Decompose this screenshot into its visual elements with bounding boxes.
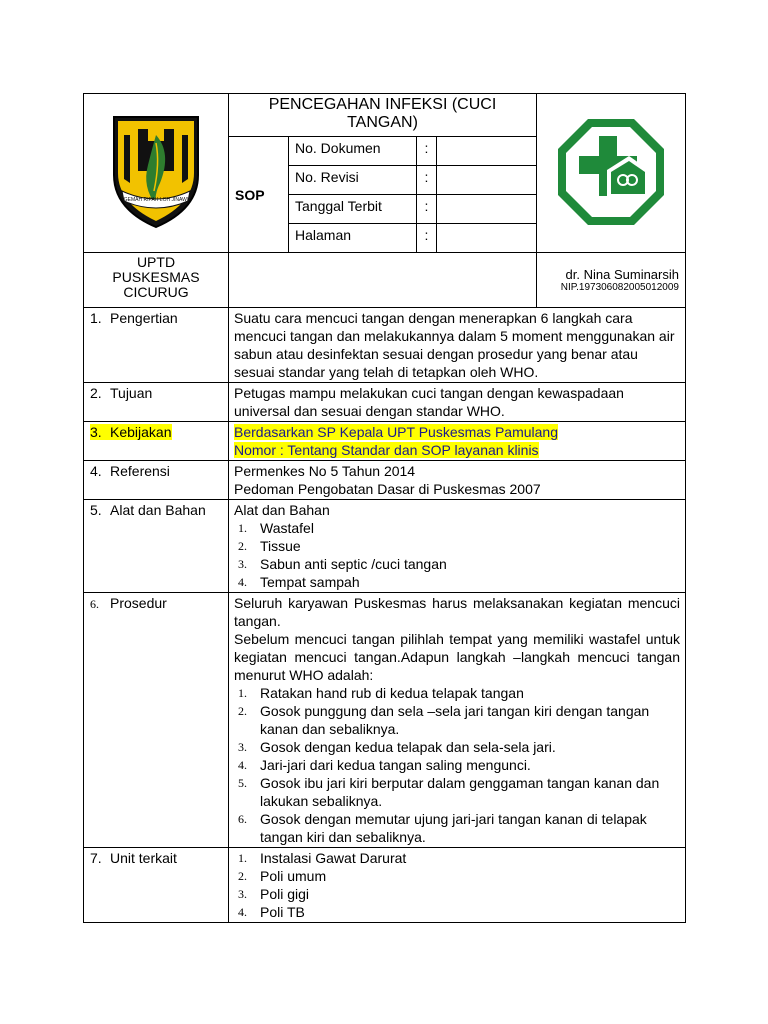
- list-item: 2. Poli umum: [238, 868, 327, 884]
- meta-value: [437, 137, 537, 166]
- meta-label: No. Dokumen: [289, 137, 417, 166]
- list-item: 3. Poli gigi: [238, 886, 310, 902]
- referensi-line: Pedoman Pengobatan Dasar di Puskesmas 2007: [234, 481, 541, 497]
- prosedur-paragraph: Sebelum mencuci tangan pilihlah tempat yang memiliki wastafel untuk kegiatan mencuci tangan.Adapun langkah –langkah mencuci tangan menurut WHO adalah:: [234, 631, 680, 683]
- puskesmas-logo-cell: [537, 94, 686, 253]
- section-kebijakan-text: [229, 422, 686, 461]
- regional-emblem-cell: [84, 94, 229, 253]
- sop-body-table: [83, 307, 686, 923]
- org-line: PUSKESMAS: [112, 269, 200, 285]
- unit-list: [234, 849, 680, 921]
- list-item: 2. Gosok punggung dan sela –sela jari tangan kiri dengan tangan kanan dan sebaliknya.: [238, 703, 650, 737]
- meta-colon: :: [417, 195, 437, 224]
- prosedur-paragraph: Seluruh karyawan Puskesmas harus melaksanakan kegiatan mencuci tangan.: [234, 595, 680, 629]
- section-prosedur-text: [229, 593, 686, 848]
- emblem-motto: GEMAH RIPAH LOH JINAWI: [123, 196, 189, 203]
- org-line: CICURUG: [123, 284, 189, 300]
- meta-value: [437, 195, 537, 224]
- kebijakan-line: Nomor : Tentang Standar dan SOP layanan klinis: [234, 442, 539, 458]
- sop-header-table: [83, 93, 686, 308]
- section-pengertian-text: Suatu cara mencuci tangan dengan menerapkan 6 langkah cara mencuci tangan dan melakukannya dalam 5 moment menggunakan air sabun atau desinfektan sesuai dengan prosedur yang benar atau sesuai standar yang telah di tetapkan oleh WHO.: [229, 308, 686, 383]
- section-tujuan-text: Petugas mampu melakukan cuci tangan dengan kewaspadaan universal dan sesuai dengan standar WHO.: [229, 383, 686, 422]
- meta-label: No. Revisi: [289, 166, 417, 195]
- alat-list: [234, 519, 680, 591]
- list-item: 4. Tempat sampah: [238, 574, 360, 590]
- alat-heading: Alat dan Bahan: [234, 502, 330, 518]
- list-item: 4. Jari-jari dari kedua tangan saling mengunci.: [238, 757, 531, 773]
- signer-block: [537, 253, 686, 308]
- section-unit-text: [229, 848, 686, 923]
- section-label: 2. Tujuan: [84, 383, 229, 422]
- sop-label: SOP: [229, 137, 289, 253]
- section-alat-text: [229, 500, 686, 593]
- org-line: UPTD: [136, 254, 176, 270]
- section-label: 3. Kebijakan: [84, 422, 229, 461]
- approval-blank-cell: [229, 253, 537, 308]
- list-item: 1. Instalasi Gawat Darurat: [238, 850, 407, 866]
- prosedur-steps: [234, 684, 680, 846]
- list-item: 1. Ratakan hand rub di kedua telapak tangan: [238, 685, 524, 701]
- meta-label: Tanggal Terbit: [289, 195, 417, 224]
- sop-document: [83, 93, 685, 923]
- kebijakan-line: Berdasarkan SP Kepala UPT Puskesmas Pamulang: [234, 424, 558, 440]
- list-item: 3. Sabun anti septic /cuci tangan: [238, 556, 447, 572]
- meta-colon: :: [417, 137, 437, 166]
- referensi-line: Permenkes No 5 Tahun 2014: [234, 463, 416, 479]
- section-label: 1. Pengertian: [84, 308, 229, 383]
- section-label: 5. Alat dan Bahan: [84, 500, 229, 593]
- list-item: 2. Tissue: [238, 538, 301, 554]
- meta-value: [437, 166, 537, 195]
- meta-label: Halaman: [289, 224, 417, 253]
- meta-colon: :: [417, 166, 437, 195]
- regional-emblem-icon: [108, 113, 204, 231]
- list-item: 3. Gosok dengan kedua telapak dan sela-sela jari.: [238, 739, 556, 755]
- section-label: 7. Unit terkait: [84, 848, 229, 923]
- list-item: 1. Wastafel: [238, 520, 314, 536]
- puskesmas-logo-icon: [555, 116, 667, 228]
- document-title: PENCEGAHAN INFEKSI (CUCI TANGAN): [229, 94, 537, 137]
- meta-colon: :: [417, 224, 437, 253]
- section-label: 6. Prosedur: [84, 593, 229, 848]
- signer-nip: NIP.197306082005012009: [560, 282, 679, 293]
- list-item: 4. Poli TB: [238, 904, 305, 920]
- list-item: 6. Gosok dengan memutar ujung jari-jari tangan kanan di telapak tangan kiri dan sebaliknya.: [238, 811, 647, 845]
- list-item: 5. Gosok ibu jari kiri berputar dalam genggaman tangan kanan dan lakukan sebaliknya.: [238, 775, 660, 809]
- section-referensi-text: [229, 461, 686, 500]
- meta-value: [437, 224, 537, 253]
- signer-name: dr. Nina Suminarsih: [565, 267, 679, 282]
- section-label: 4. Referensi: [84, 461, 229, 500]
- organization-name: [84, 253, 229, 308]
